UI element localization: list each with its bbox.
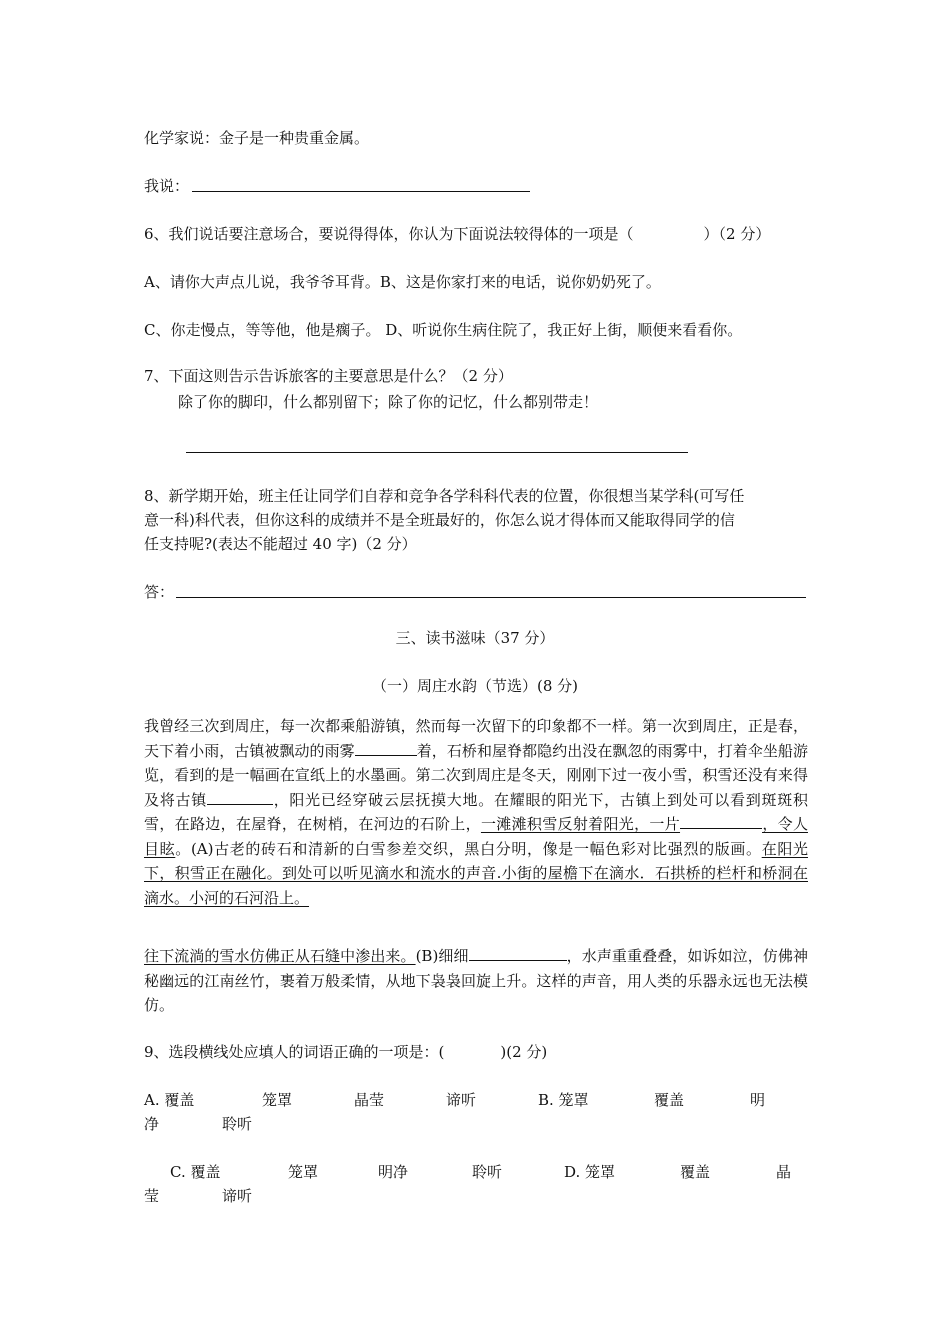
me-label: 我说： xyxy=(144,177,190,195)
blank-2[interactable] xyxy=(207,790,273,805)
passage-title: （一）周庄水韵（节选）(8 分) xyxy=(371,677,579,695)
option-a-2: 笼罩 xyxy=(262,1091,293,1109)
underlined-sentence: 在阳光下，积雪正在融化。到处可以听见滴水和流水的声音.小街的屋檐下在滴水．石拱桥的栏杆和桥洞在滴水。小河的石河沿上。 xyxy=(144,839,808,907)
q7-notice: 除了你的脚印，什么都别留下；除了你的记忆，什么都别带走！ xyxy=(178,393,599,411)
option-a-3: 晶莹 xyxy=(354,1091,385,1109)
q9-stem: 9、选段横线处应填人的词语正确的一项是：( )(2 分) xyxy=(144,1043,548,1061)
q8-stem-line1: 8、新学期开始，班主任让同学们自荐和竞争各学科科代表的位置，你很想当某学科(可写任 xyxy=(144,487,745,505)
me-answer-blank[interactable] xyxy=(192,191,530,192)
passage-paragraph-1: 我曾经三次到周庄，每一次都乘船游镇，然而每一次留下的印象都不一样。第一次到周庄，正是春，天下着小雨，古镇被飘动的雨雾 着，石桥和屋脊都隐约出没在飘忽的雨雾中，打着伞坐船游览，看到的是一幅画在宣纸上的水墨画。第二次到周庄是冬天，刚刚下过一夜小雪，积雪还没有来得及将古镇 ，阳光已经穿破云层抚摸大地。在耀眼的阳光下，古镇上到处可以看到斑斑积雪，在路边，在屋脊，在树梢，在河边的石阶上，一滩滩积雪反射着阳光，一片 ，令人目眩。(A)古老的砖石和清新的白雪参差交织，黑白分明，像是一幅色彩对比强烈的版画。在阳光下，积雪正在融化。到处可以听见滴水和流水的声音.小街的屋檐下在滴水．石拱桥的栏杆和桥洞在滴水。小河的石河沿上。 xyxy=(144,717,808,907)
option-d-3b: 莹 xyxy=(144,1187,160,1205)
option-b-4: 聆听 xyxy=(222,1115,253,1133)
option-d-4: 谛听 xyxy=(222,1187,253,1205)
underlined-sentence-2: 往下流淌的雪水仿佛正从石缝中渗出来。 xyxy=(144,947,416,965)
blank-1[interactable] xyxy=(355,741,417,756)
q8-stem-line2: 意一科)科代表，但你这科的成绩并不是全班最好的，你怎么说才得体而又能取得同学的信 xyxy=(144,511,735,529)
option-c-2: 笼罩 xyxy=(288,1163,319,1181)
chemist-statement: 化学家说：金子是一种贵重金属。 xyxy=(144,129,370,147)
option-a-4: 谛听 xyxy=(446,1091,477,1109)
q6-options-ab: A、请你大声点儿说，我爷爷耳背。B、这是你家打来的电话，说你奶奶死了。 xyxy=(144,273,661,291)
underlined-phrase-2: ，令人目眩 xyxy=(144,815,808,858)
option-d-3a: 晶 xyxy=(776,1163,792,1181)
section-title: 三、读书滋味（37 分） xyxy=(395,629,555,647)
option-d-2: 覆盖 xyxy=(680,1163,711,1181)
passage-paragraph-2: 往下流淌的雪水仿佛正从石缝中渗出来。(B)细细 ，水声重重叠叠，如诉如泣，仿佛神秘幽远的江南丝竹，裹着万般柔情，从地下袅袅回旋上升。这样的声音，用人类的乐器永远也无法模仿。 xyxy=(144,947,808,1014)
option-d-1[interactable]: D. 笼罩 xyxy=(564,1163,616,1181)
option-c-3: 明净 xyxy=(378,1163,409,1181)
q8-stem-line3: 任支持呢?(表达不能超过 40 字)（2 分） xyxy=(144,535,417,553)
option-b-1[interactable]: B. 笼罩 xyxy=(538,1091,589,1109)
q8-answer-label: 答： xyxy=(144,583,175,601)
blank-4[interactable] xyxy=(469,946,567,961)
blank-3[interactable] xyxy=(680,814,762,829)
option-a-1[interactable]: A. 覆盖 xyxy=(144,1091,195,1109)
underlined-phrase-1: 一滩滩积雪反射着阳光，一片 xyxy=(480,815,681,833)
q8-answer-blank[interactable] xyxy=(176,597,806,598)
q7-stem: 7、下面这则告示告诉旅客的主要意思是什么？（2 分） xyxy=(144,367,513,385)
option-c-4: 聆听 xyxy=(472,1163,503,1181)
q6-options-cd: C、你走慢点，等等他，他是瘸子。 D、听说你生病住院了，我正好上街，顺便来看看你。 xyxy=(144,321,743,339)
q7-answer-blank[interactable] xyxy=(186,452,688,453)
option-b-2: 覆盖 xyxy=(654,1091,685,1109)
option-b-3a: 明 xyxy=(750,1091,766,1109)
option-c-1[interactable]: C. 覆盖 xyxy=(170,1163,221,1181)
option-b-3b: 净 xyxy=(144,1115,160,1133)
q6-stem: 6、我们说话要注意场合，要说得得体，你认为下面说法较得体的一项是（ ）（2 分） xyxy=(144,225,771,243)
